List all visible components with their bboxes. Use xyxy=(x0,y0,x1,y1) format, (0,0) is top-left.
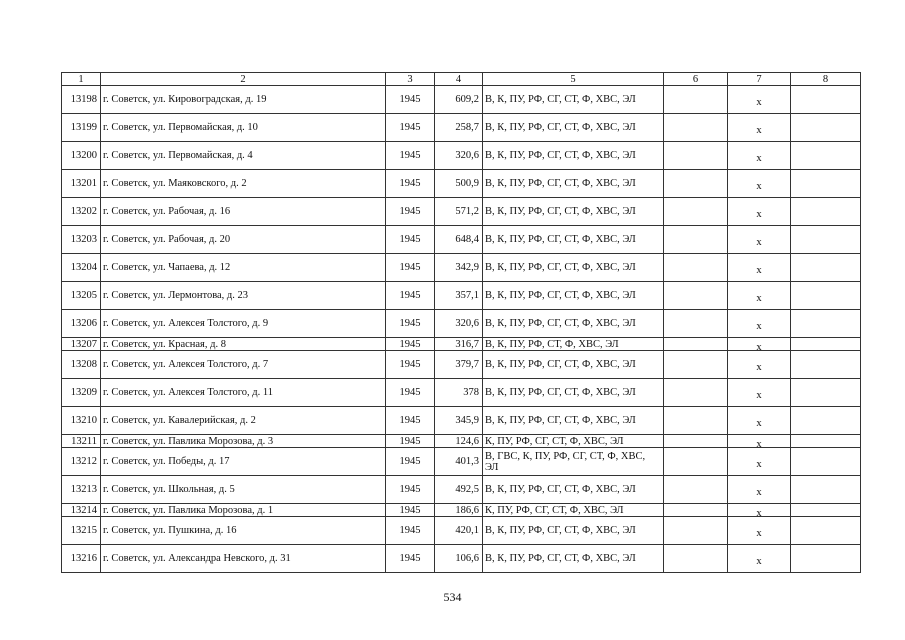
cell-address: г. Советск, ул. Кировоградская, д. 19 xyxy=(101,86,386,114)
cell-col7 xyxy=(728,86,791,114)
cell-year: 1945 xyxy=(386,310,435,338)
cell-col6 xyxy=(664,351,728,379)
cell-col7 xyxy=(728,226,791,254)
cell-col7 xyxy=(728,407,791,435)
cell-col8 xyxy=(791,114,861,142)
cell-utilities: В, К, ПУ, РФ, СГ, СТ, Ф, ХВС, ЭЛ xyxy=(483,545,664,573)
x-mark: х xyxy=(756,293,762,304)
cell-col8 xyxy=(791,504,861,517)
cell-col7 xyxy=(728,114,791,142)
cell-address: г. Советск, ул. Александра Невского, д. 31 xyxy=(101,545,386,573)
table-row xyxy=(62,504,861,517)
x-mark: х xyxy=(756,418,762,429)
table-row xyxy=(62,435,861,448)
header-cell-5: 5 xyxy=(483,73,664,86)
cell-address: г. Советск, ул. Рабочая, д. 16 xyxy=(101,198,386,226)
cell-area: 320,6 xyxy=(435,142,483,170)
cell-address: г. Советск, ул. Павлика Морозова, д. 1 xyxy=(101,504,386,517)
cell-area: 186,6 xyxy=(435,504,483,517)
table-row xyxy=(62,226,861,254)
cell-col6 xyxy=(664,379,728,407)
table-row xyxy=(62,114,861,142)
cell-id: 13203 xyxy=(62,226,101,254)
cell-id: 13199 xyxy=(62,114,101,142)
cell-area: 379,7 xyxy=(435,351,483,379)
cell-year: 1945 xyxy=(386,504,435,517)
header-cell-3: 3 xyxy=(386,73,435,86)
cell-col6 xyxy=(664,545,728,573)
cell-year: 1945 xyxy=(386,198,435,226)
cell-area: 316,7 xyxy=(435,338,483,351)
table-row xyxy=(62,86,861,114)
header-row xyxy=(62,73,861,86)
cell-year: 1945 xyxy=(386,351,435,379)
cell-col7 xyxy=(728,338,791,351)
cell-id: 13215 xyxy=(62,517,101,545)
header-cell-7: 7 xyxy=(728,73,791,86)
cell-col6 xyxy=(664,282,728,310)
cell-col7 xyxy=(728,351,791,379)
x-mark: х xyxy=(756,438,762,448)
cell-address: г. Советск, ул. Пушкина, д. 16 xyxy=(101,517,386,545)
x-mark: х xyxy=(756,528,762,539)
table-row xyxy=(62,545,861,573)
header-cell-2: 2 xyxy=(101,73,386,86)
cell-area: 320,6 xyxy=(435,310,483,338)
cell-year: 1945 xyxy=(386,476,435,504)
cell-year: 1945 xyxy=(386,448,435,476)
cell-address: г. Советск, ул. Рабочая, д. 20 xyxy=(101,226,386,254)
cell-address: г. Советск, ул. Первомайская, д. 4 xyxy=(101,142,386,170)
cell-utilities: В, К, ПУ, РФ, СГ, СТ, Ф, ХВС, ЭЛ xyxy=(483,379,664,407)
cell-year: 1945 xyxy=(386,517,435,545)
x-mark: х xyxy=(756,556,762,567)
cell-id: 13216 xyxy=(62,545,101,573)
cell-area: 342,9 xyxy=(435,254,483,282)
cell-col7 xyxy=(728,504,791,517)
cell-col7 xyxy=(728,142,791,170)
cell-col6 xyxy=(664,114,728,142)
cell-address: г. Советск, ул. Павлика Морозова, д. 3 xyxy=(101,435,386,448)
cell-id: 13208 xyxy=(62,351,101,379)
table-row xyxy=(62,198,861,226)
cell-area: 345,9 xyxy=(435,407,483,435)
x-mark: х xyxy=(756,390,762,401)
header-cell-6: 6 xyxy=(664,73,728,86)
cell-id: 13213 xyxy=(62,476,101,504)
header-cell-8: 8 xyxy=(791,73,861,86)
cell-id: 13210 xyxy=(62,407,101,435)
header-cell-4: 4 xyxy=(435,73,483,86)
cell-area: 401,3 xyxy=(435,448,483,476)
cell-utilities: К, ПУ, РФ, СГ, СТ, Ф, ХВС, ЭЛ xyxy=(483,435,664,448)
cell-utilities: В, К, ПУ, РФ, СГ, СТ, Ф, ХВС, ЭЛ xyxy=(483,407,664,435)
x-mark: х xyxy=(756,97,762,108)
table-row xyxy=(62,448,861,476)
x-mark: х xyxy=(756,459,762,470)
cell-utilities: В, К, ПУ, РФ, СГ, СТ, Ф, ХВС, ЭЛ xyxy=(483,114,664,142)
cell-utilities: В, К, ПУ, РФ, СГ, СТ, Ф, ХВС, ЭЛ xyxy=(483,198,664,226)
table-row xyxy=(62,379,861,407)
x-mark: х xyxy=(756,265,762,276)
cell-id: 13202 xyxy=(62,198,101,226)
cell-col8 xyxy=(791,170,861,198)
table-row xyxy=(62,254,861,282)
cell-utilities: В, К, ПУ, РФ, СГ, СТ, Ф, ХВС, ЭЛ xyxy=(483,282,664,310)
cell-id: 13206 xyxy=(62,310,101,338)
cell-col7 xyxy=(728,282,791,310)
table-row xyxy=(62,407,861,435)
cell-area: 357,1 xyxy=(435,282,483,310)
header-cell-1: 1 xyxy=(62,73,101,86)
cell-utilities: В, К, ПУ, РФ, СГ, СТ, Ф, ХВС, ЭЛ xyxy=(483,170,664,198)
cell-area: 609,2 xyxy=(435,86,483,114)
cell-year: 1945 xyxy=(386,226,435,254)
cell-col8 xyxy=(791,142,861,170)
x-mark: х xyxy=(756,209,762,220)
cell-col7 xyxy=(728,476,791,504)
cell-year: 1945 xyxy=(386,170,435,198)
cell-address: г. Советск, ул. Победы, д. 17 xyxy=(101,448,386,476)
cell-id: 13204 xyxy=(62,254,101,282)
cell-col6 xyxy=(664,226,728,254)
cell-utilities: В, К, ПУ, РФ, СГ, СТ, Ф, ХВС, ЭЛ xyxy=(483,351,664,379)
cell-col8 xyxy=(791,226,861,254)
cell-id: 13200 xyxy=(62,142,101,170)
cell-col7 xyxy=(728,170,791,198)
cell-year: 1945 xyxy=(386,545,435,573)
cell-col6 xyxy=(664,476,728,504)
cell-area: 378 xyxy=(435,379,483,407)
cell-year: 1945 xyxy=(386,338,435,351)
cell-year: 1945 xyxy=(386,282,435,310)
cell-id: 13214 xyxy=(62,504,101,517)
x-mark: х xyxy=(756,153,762,164)
cell-col6 xyxy=(664,310,728,338)
cell-year: 1945 xyxy=(386,407,435,435)
cell-col8 xyxy=(791,448,861,476)
cell-col6 xyxy=(664,407,728,435)
cell-utilities: В, К, ПУ, РФ, СГ, СТ, Ф, ХВС, ЭЛ xyxy=(483,226,664,254)
cell-year: 1945 xyxy=(386,254,435,282)
cell-address: г. Советск, ул. Красная, д. 8 xyxy=(101,338,386,351)
cell-utilities: В, К, ПУ, РФ, СГ, СТ, Ф, ХВС, ЭЛ xyxy=(483,476,664,504)
cell-address: г. Советск, ул. Маяковского, д. 2 xyxy=(101,170,386,198)
cell-area: 492,5 xyxy=(435,476,483,504)
table-row xyxy=(62,170,861,198)
table-row xyxy=(62,310,861,338)
cell-col6 xyxy=(664,435,728,448)
cell-address: г. Советск, ул. Чапаева, д. 12 xyxy=(101,254,386,282)
cell-utilities: В, К, ПУ, РФ, СГ, СТ, Ф, ХВС, ЭЛ xyxy=(483,254,664,282)
x-mark: х xyxy=(756,181,762,192)
cell-col6 xyxy=(664,504,728,517)
cell-col6 xyxy=(664,517,728,545)
cell-utilities: В, К, ПУ, РФ, СГ, СТ, Ф, ХВС, ЭЛ xyxy=(483,310,664,338)
cell-col7 xyxy=(728,310,791,338)
cell-col8 xyxy=(791,338,861,351)
cell-col6 xyxy=(664,142,728,170)
cell-col7 xyxy=(728,545,791,573)
table-body xyxy=(62,73,861,573)
cell-col8 xyxy=(791,198,861,226)
table-row xyxy=(62,338,861,351)
cell-id: 13207 xyxy=(62,338,101,351)
cell-col8 xyxy=(791,282,861,310)
cell-address: г. Советск, ул. Алексея Толстого, д. 9 xyxy=(101,310,386,338)
cell-utilities: В, К, ПУ, РФ, СГ, СТ, Ф, ХВС, ЭЛ xyxy=(483,142,664,170)
cell-address: г. Советск, ул. Кавалерийская, д. 2 xyxy=(101,407,386,435)
cell-col8 xyxy=(791,86,861,114)
cell-col7 xyxy=(728,435,791,448)
cell-address: г. Советск, ул. Первомайская, д. 10 xyxy=(101,114,386,142)
cell-col8 xyxy=(791,545,861,573)
x-mark: х xyxy=(756,237,762,248)
cell-year: 1945 xyxy=(386,114,435,142)
cell-area: 258,7 xyxy=(435,114,483,142)
table-row xyxy=(62,351,861,379)
cell-col8 xyxy=(791,435,861,448)
cell-area: 420,1 xyxy=(435,517,483,545)
x-mark: х xyxy=(756,341,762,351)
cell-col8 xyxy=(791,407,861,435)
cell-id: 13201 xyxy=(62,170,101,198)
cell-address: г. Советск, ул. Алексея Толстого, д. 11 xyxy=(101,379,386,407)
cell-col6 xyxy=(664,338,728,351)
cell-id: 13212 xyxy=(62,448,101,476)
cell-col6 xyxy=(664,170,728,198)
cell-address: г. Советск, ул. Школьная, д. 5 xyxy=(101,476,386,504)
cell-col6 xyxy=(664,254,728,282)
cell-utilities: К, ПУ, РФ, СГ, СТ, Ф, ХВС, ЭЛ xyxy=(483,504,664,517)
cell-year: 1945 xyxy=(386,379,435,407)
cell-col7 xyxy=(728,379,791,407)
cell-area: 106,6 xyxy=(435,545,483,573)
cell-area: 648,4 xyxy=(435,226,483,254)
cell-col8 xyxy=(791,476,861,504)
cell-address: г. Советск, ул. Алексея Толстого, д. 7 xyxy=(101,351,386,379)
registry-table xyxy=(61,72,861,573)
page-number: 534 xyxy=(443,590,462,604)
cell-col7 xyxy=(728,198,791,226)
cell-col8 xyxy=(791,517,861,545)
cell-col8 xyxy=(791,379,861,407)
cell-id: 13198 xyxy=(62,86,101,114)
cell-col6 xyxy=(664,448,728,476)
x-mark: х xyxy=(756,507,762,517)
cell-col8 xyxy=(791,310,861,338)
x-mark: х xyxy=(756,487,762,498)
table-row xyxy=(62,517,861,545)
cell-col7 xyxy=(728,254,791,282)
cell-year: 1945 xyxy=(386,435,435,448)
cell-col6 xyxy=(664,198,728,226)
cell-utilities: В, К, ПУ, РФ, СГ, СТ, Ф, ХВС, ЭЛ xyxy=(483,517,664,545)
cell-id: 13205 xyxy=(62,282,101,310)
cell-col7 xyxy=(728,517,791,545)
cell-year: 1945 xyxy=(386,86,435,114)
table-row xyxy=(62,142,861,170)
cell-area: 500,9 xyxy=(435,170,483,198)
cell-area: 124,6 xyxy=(435,435,483,448)
cell-address: г. Советск, ул. Лермонтова, д. 23 xyxy=(101,282,386,310)
cell-area: 571,2 xyxy=(435,198,483,226)
table-row xyxy=(62,476,861,504)
cell-id: 13209 xyxy=(62,379,101,407)
cell-utilities: В, К, ПУ, РФ, СГ, СТ, Ф, ХВС, ЭЛ xyxy=(483,86,664,114)
x-mark: х xyxy=(756,362,762,373)
cell-col8 xyxy=(791,254,861,282)
x-mark: х xyxy=(756,125,762,136)
x-mark: х xyxy=(756,321,762,332)
cell-id: 13211 xyxy=(62,435,101,448)
cell-col7 xyxy=(728,448,791,476)
cell-col6 xyxy=(664,86,728,114)
table-row xyxy=(62,282,861,310)
cell-col8 xyxy=(791,351,861,379)
cell-utilities: В, ГВС, К, ПУ, РФ, СГ, СТ, Ф, ХВС, ЭЛ xyxy=(483,448,664,476)
cell-year: 1945 xyxy=(386,142,435,170)
cell-utilities: В, К, ПУ, РФ, СТ, Ф, ХВС, ЭЛ xyxy=(483,338,664,351)
